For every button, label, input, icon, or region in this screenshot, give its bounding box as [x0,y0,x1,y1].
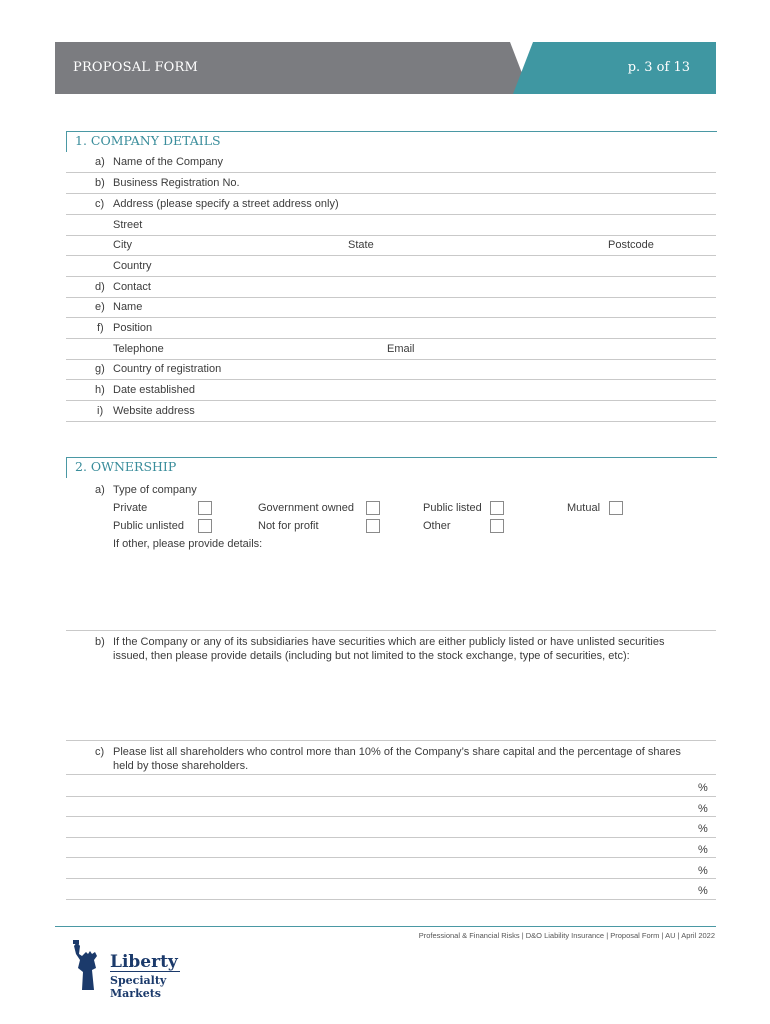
percent-sign: % [698,844,708,856]
statue-of-liberty-icon [68,940,108,992]
field-label: Position [113,322,153,334]
logo-rule [110,971,180,972]
field-label: Name [113,301,143,313]
item-letter: d) [95,281,105,293]
other-label: Other [423,520,451,532]
percent-sign: % [698,782,708,794]
company-name-field[interactable] [66,152,716,173]
item-letter: a) [95,156,105,168]
email-label: Email [387,343,415,355]
securities-question-line2: issued, then please provide details (including but not limited to the stock exchange, type of securities, etc): [113,650,630,662]
street-field[interactable] [66,215,716,236]
not-for-profit-checkbox[interactable] [366,519,380,533]
footer-text: Professional & Financial Risks | D&O Liability Insurance | Proposal Form | AU | April 2022 [418,931,715,940]
website-address-field[interactable] [66,401,716,422]
telephone-email-row[interactable] [66,339,716,360]
divider [66,630,716,631]
public-listed-label: Public listed [423,502,482,514]
type-of-company-label: Type of company [113,484,197,496]
page-number: p. 3 of 13 [627,60,690,75]
field-label: Name of the Company [113,156,224,168]
address-heading-row [66,194,716,215]
percent-sign: % [698,885,708,897]
country-field[interactable] [66,256,716,277]
field-label: Street [113,219,143,231]
shareholder-line-3[interactable] [66,837,716,838]
public-listed-checkbox[interactable] [490,501,504,515]
government-owned-label: Government owned [258,502,354,514]
percent-sign: % [698,823,708,835]
position-field[interactable] [66,318,716,339]
shareholders-question-line1: Please list all shareholders who control more than 10% of the Company’s share capital and the percentage of shares [113,746,681,758]
other-checkbox[interactable] [490,519,504,533]
shareholder-line-4[interactable] [66,857,716,858]
section-heading-text: 1. COMPANY DETAILS [75,133,221,148]
shareholder-line-2[interactable] [66,816,716,817]
item-letter: c) [95,746,105,758]
form-title: PROPOSAL FORM [73,60,199,75]
field-label: Country of registration [113,363,222,375]
mutual-label: Mutual [567,502,601,514]
item-letter: h) [95,384,105,396]
liberty-logo [68,940,218,1000]
field-label: Contact [113,281,151,293]
item-letter: b) [95,177,105,189]
divider [66,740,716,741]
shareholder-line-5[interactable] [66,878,716,879]
other-details-area[interactable] [66,552,716,630]
state-label: State [348,239,374,251]
other-details-label: If other, please provide details: [113,538,263,550]
logo-text-liberty: Liberty [110,952,178,972]
item-letter: i) [97,405,104,417]
shareholders-question-line2: held by those shareholders. [113,760,249,772]
business-registration-field[interactable] [66,173,716,194]
government-owned-checkbox[interactable] [366,501,380,515]
field-label: Country [113,260,152,272]
section-heading-text: 2. OWNERSHIP [75,459,177,474]
field-label: Website address [113,405,195,417]
shareholder-line-6[interactable] [66,899,716,900]
public-unlisted-checkbox[interactable] [198,519,212,533]
item-letter: c) [95,198,105,210]
postcode-label: Postcode [608,239,654,251]
telephone-label: Telephone [113,343,164,355]
section-company-details-heading [66,131,717,152]
section-ownership-heading [66,457,717,478]
percent-sign: % [698,803,708,815]
item-letter: g) [95,363,105,375]
logo-text-specialty-markets: Specialty Markets [110,974,167,1000]
private-checkbox[interactable] [198,501,212,515]
footer-rule [55,926,716,927]
not-for-profit-label: Not for profit [258,520,319,532]
date-established-field[interactable] [66,380,716,401]
item-letter: a) [95,484,105,496]
item-letter: e) [95,301,105,313]
contact-name-field[interactable] [66,297,716,318]
field-label: Address (please specify a street address only) [113,198,339,210]
percent-sign: % [698,865,708,877]
city-state-postcode-row[interactable] [66,235,716,256]
securities-question-line1: If the Company or any of its subsidiaries have securities which are either publicly listed or have unlisted securities [113,636,665,648]
field-label: Business Registration No. [113,177,240,189]
mutual-checkbox[interactable] [609,501,623,515]
shareholder-line-1[interactable] [66,796,716,797]
item-letter: b) [95,636,105,648]
item-letter: f) [97,322,104,334]
public-unlisted-label: Public unlisted [113,520,184,532]
securities-details-area[interactable] [66,664,716,740]
private-label: Private [113,502,148,514]
page-header [55,42,716,94]
field-label: Date established [113,384,195,396]
country-of-registration-field[interactable] [66,359,716,380]
divider [66,774,716,775]
contact-heading-row [66,277,716,298]
city-label: City [113,239,132,251]
